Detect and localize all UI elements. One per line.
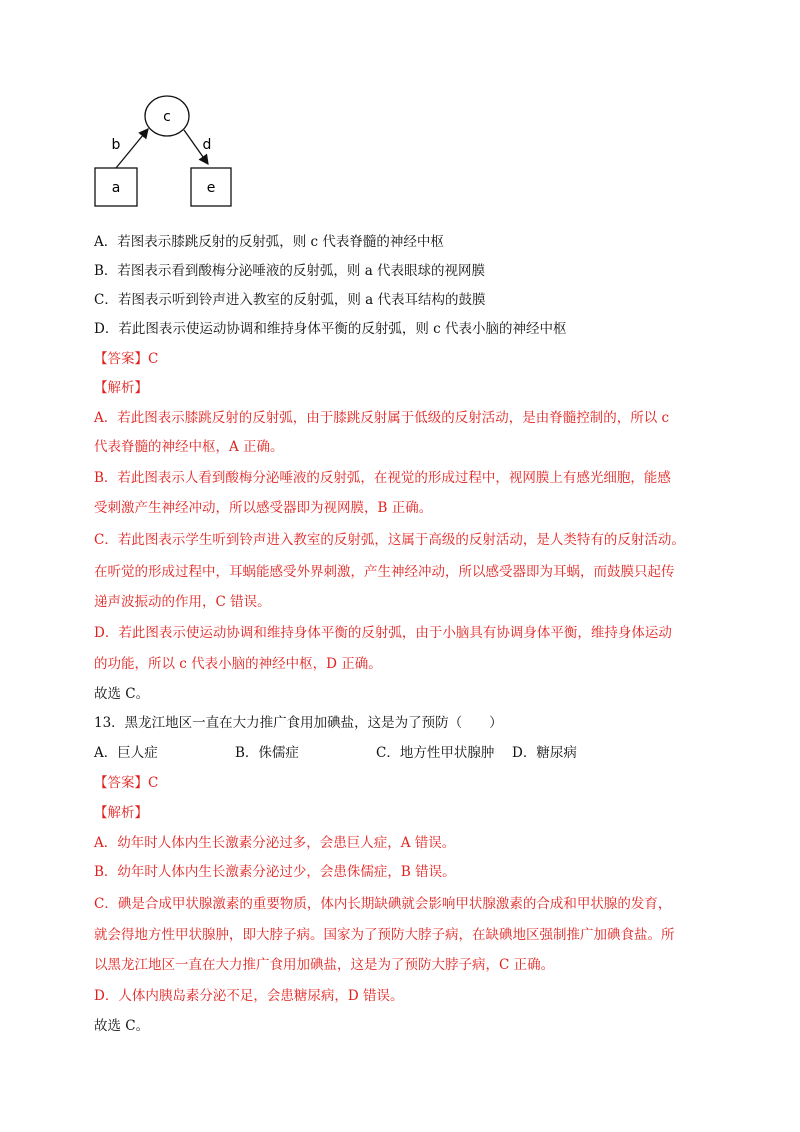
q12-analysis-line: D．若此图表示使运动协调和维持身体平衡的反射弧，由于小脑具有协调身体平衡，维持身体运动 xyxy=(94,625,672,641)
q13-analysis-title: 【解析】 xyxy=(94,805,148,821)
node-e-label: e xyxy=(206,180,216,196)
q12-option-d: D．若此图表示使运动协调和维持身体平衡的反射弧，则 c 代表小脑的神经中枢 xyxy=(94,321,567,337)
q13-option-b: B．侏儒症 xyxy=(235,745,299,761)
q12-analysis-line: 在听觉的形成过程中，耳蜗能感受外界刺激，产生神经冲动，所以感受器即为耳蜗，而鼓膜只起传 xyxy=(94,564,675,580)
q12-analysis-title: 【解析】 xyxy=(94,380,148,396)
q12-option-b: B．若图表示看到酸梅分泌唾液的反射弧，则 a 代表眼球的视网膜 xyxy=(94,263,486,279)
q13-analysis-line: D．人体内胰岛素分泌不足，会患糖尿病，D 错误。 xyxy=(94,988,404,1004)
q13-analysis-line: 就会得地方性甲状腺肿，即大脖子病。国家为了预防大脖子病，在缺碘地区强制推广加碘食盐。所 xyxy=(94,927,675,943)
node-c-label: c xyxy=(163,109,171,125)
q13-option-c: C．地方性甲状腺肿 xyxy=(376,745,495,761)
q12-analysis-line: 的功能，所以 c 代表小脑的神经中枢，D 正确。 xyxy=(94,656,382,672)
q12-analysis-line: C．若此图表示学生听到铃声进入教室的反射弧，这属于高级的反射活动，是人类特有的反射活动。 xyxy=(94,532,685,548)
q13-analysis-line: A．幼年时人体内生长激素分泌过多，会患巨人症，A 错误。 xyxy=(94,835,456,851)
q13-analysis-line: B．幼年时人体内生长激素分泌过少，会患侏儒症，B 错误。 xyxy=(94,864,456,880)
q13-analysis-line: C．碘是合成甲状腺激素的重要物质，体内长期缺碘就会影响甲状腺激素的合成和甲状腺的发育， xyxy=(94,896,672,912)
q12-answer: 【答案】C xyxy=(94,351,159,367)
q12-option-a: A．若图表示膝跳反射的反射弧，则 c 代表脊髓的神经中枢 xyxy=(94,234,444,250)
q13-analysis-line: 以黑龙江地区一直在大力推广食用加碘盐，这是为了预防大脖子病，C 正确。 xyxy=(94,957,555,973)
q13-conclusion: 故选 C。 xyxy=(94,1018,150,1034)
arrow-b-label: b xyxy=(111,137,121,153)
q12-conclusion: 故选 C。 xyxy=(94,686,150,702)
q13-option-a: A．巨人症 xyxy=(94,745,158,761)
q12-analysis-line: B．若此图表示人看到酸梅分泌唾液的反射弧，在视觉的形成过程中，视网膜上有感光细胞，能感 xyxy=(94,470,671,486)
q12-analysis-line: A．若此图表示膝跳反射的反射弧，由于膝跳反射属于低级的反射活动，是由脊髓控制的，所以 c xyxy=(94,410,670,426)
q13-options-row xyxy=(94,743,654,763)
arrow-d-label: d xyxy=(202,137,212,153)
q12-analysis-line: 受刺激产生神经冲动，所以感受器即为视网膜，B 正确。 xyxy=(94,500,433,516)
q13-question: 13．黑龙江地区一直在大力推广食用加碘盐，这是为了预防（ ） xyxy=(94,715,503,731)
q12-option-c: C．若图表示听到铃声进入教室的反射弧，则 a 代表耳结构的鼓膜 xyxy=(94,292,486,308)
q13-option-d: D．糖尿病 xyxy=(512,745,577,761)
q12-analysis-line: 代表脊髓的神经中枢，A 正确。 xyxy=(94,439,284,455)
arrow-b xyxy=(116,129,148,168)
reflex-arc-diagram xyxy=(88,92,248,214)
q13-answer: 【答案】C xyxy=(94,775,159,791)
node-a-label: a xyxy=(111,180,121,196)
q12-analysis-line: 递声波振动的作用，C 错误。 xyxy=(94,594,271,610)
